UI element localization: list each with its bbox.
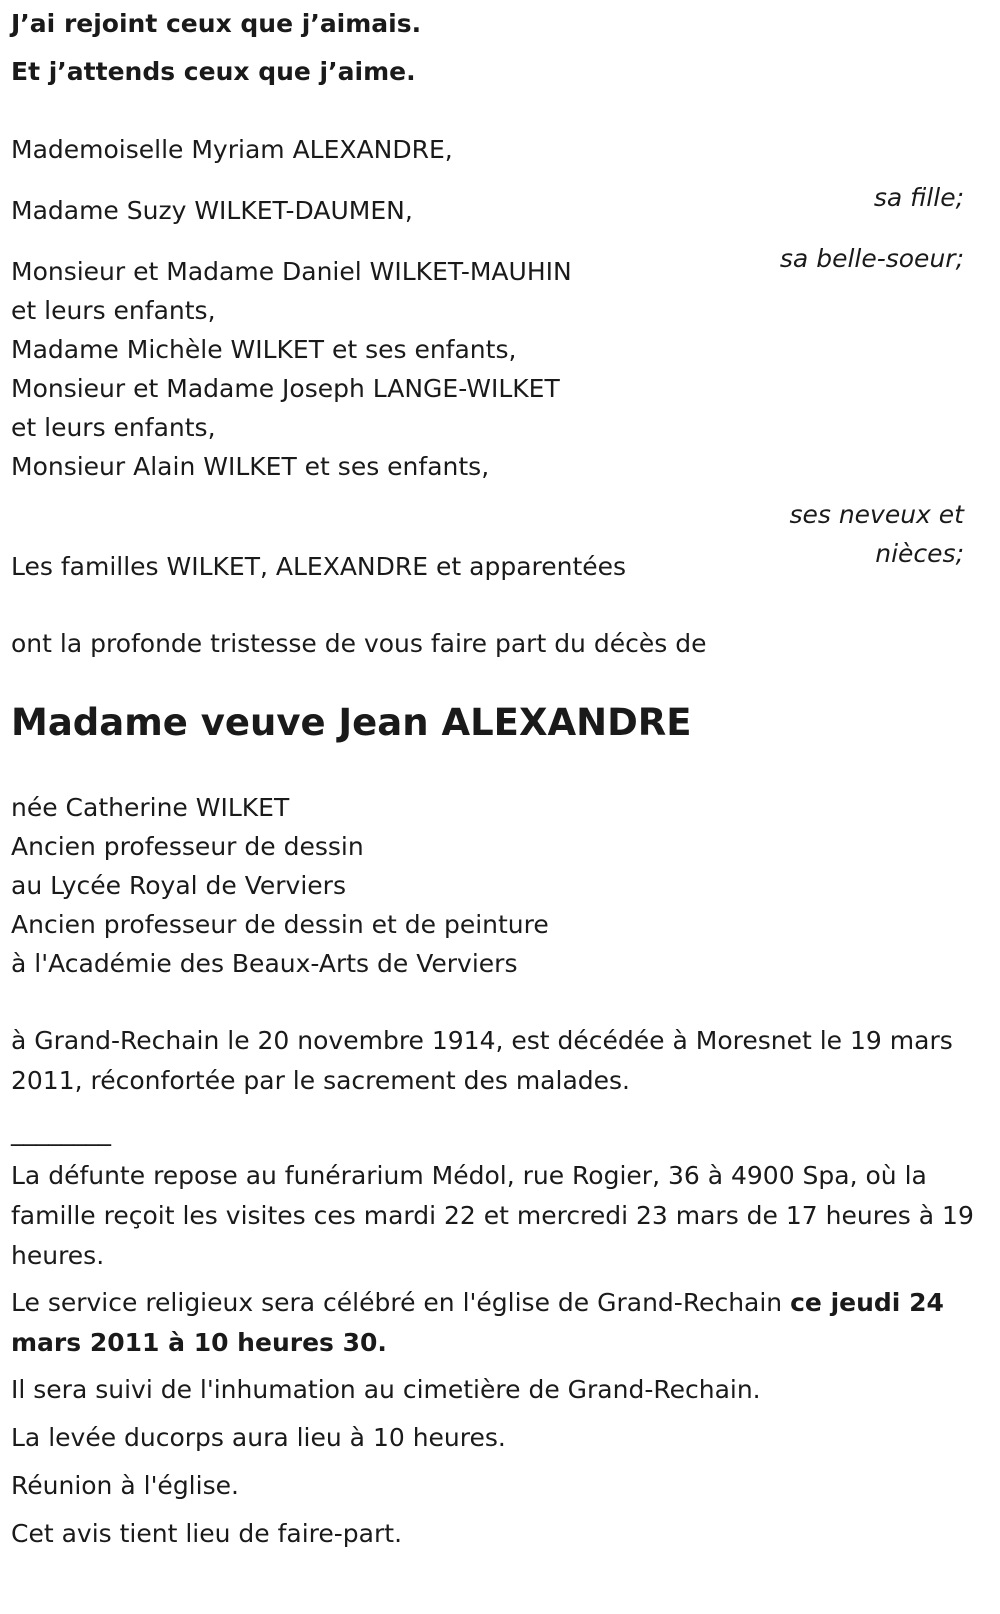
quote-line-1: J’ai rejoint ceux que j’aimais. — [11, 9, 422, 38]
birth-death-text: à Grand-Rechain le 20 novembre 1914, est décédée à Moresnet le 19 mars 2011, réconfortée par le sacrement des malades. — [11, 1026, 953, 1095]
deceased-detail: Ancien professeur de dessin — [11, 832, 364, 861]
service-text — [11, 1283, 981, 1363]
service-date: ce jeudi 24 mars 2011 à 10 heures 30. — [11, 1288, 944, 1357]
deceased-detail: au Lycée Royal de Verviers — [11, 871, 346, 900]
sister-in-law-name: Madame Suzy WILKET-DAUMEN, — [11, 196, 413, 225]
announcement-text: ont la profonde tristesse de vous faire part du décès de — [11, 629, 707, 658]
nephew-line: et leurs enfants, — [11, 413, 216, 442]
nephew-line: et leurs enfants, — [11, 296, 216, 325]
daughter-name: Mademoiselle Myriam ALEXANDRE, — [11, 135, 453, 164]
deceased-name: Madame veuve Jean ALEXANDRE — [11, 701, 692, 744]
nephews-relation-line-2: nièces; — [875, 539, 964, 568]
nephew-line: Monsieur et Madame Joseph LANGE-WILKET — [11, 374, 560, 403]
meeting-text: Réunion à l'église. — [11, 1471, 239, 1500]
notice-text: Cet avis tient lieu de faire-part. — [11, 1519, 403, 1548]
deceased-detail: à l'Académie des Beaux-Arts de Verviers — [11, 949, 518, 978]
daughter-relation: sa fille; — [873, 183, 964, 212]
viewing-text: La défunte repose au funérarium Médol, rue Rogier, 36 à 4900 Spa, où la famille reçoit les visites ces mardi 22 et mercredi 23 mars de 17 heures à 19 heures. — [11, 1161, 974, 1270]
nephews-relation-line-1: ses neveux et — [789, 500, 964, 529]
deceased-detail: née Catherine WILKET — [11, 793, 290, 822]
sister-in-law-relation: sa belle-soeur; — [779, 244, 964, 273]
levee-text: La levée ducorps aura lieu à 10 heures. — [11, 1423, 506, 1452]
families-line: Les familles WILKET, ALEXANDRE et apparentées — [11, 552, 627, 581]
quote-line-2: Et j’attends ceux que j’aime. — [11, 57, 416, 86]
service-prefix: Le service religieux sera célébré en l'église de Grand-Rechain — [11, 1288, 791, 1317]
deceased-detail: Ancien professeur de dessin et de peinture — [11, 910, 549, 939]
nephew-line: Madame Michèle WILKET et ses enfants, — [11, 335, 517, 364]
nephew-line: Monsieur et Madame Daniel WILKET-MAUHIN — [11, 257, 572, 286]
separator: ________ — [11, 1117, 111, 1146]
burial-text: Il sera suivi de l'inhumation au cimetière de Grand-Rechain. — [11, 1375, 761, 1404]
nephew-line: Monsieur Alain WILKET et ses enfants, — [11, 452, 490, 481]
